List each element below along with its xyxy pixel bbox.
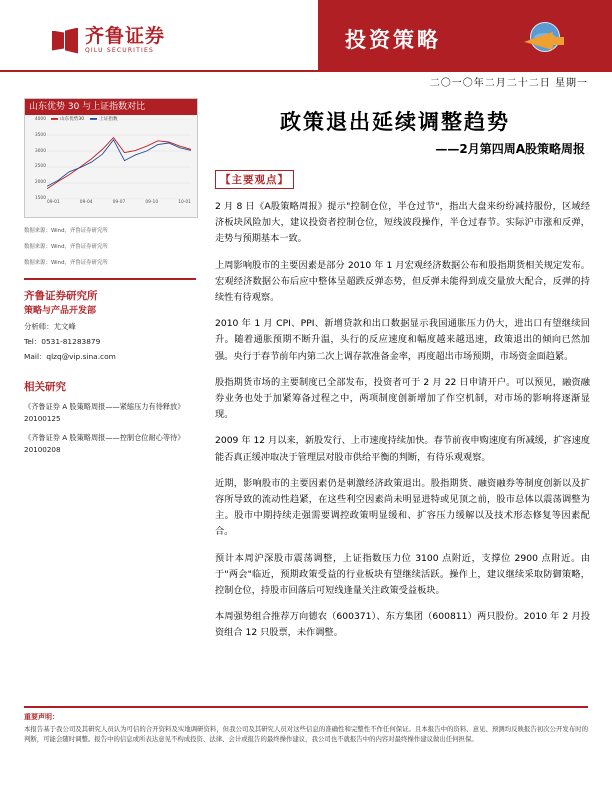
y-tick: 4000: [34, 117, 46, 122]
chart-plot: [47, 119, 191, 199]
page-title: 政策退出延续调整趋势: [280, 110, 510, 134]
page-subtitle: ——2月第四周A股策略周报: [435, 142, 585, 156]
y-tick: 3500: [34, 132, 46, 138]
y-tick: 1500: [34, 195, 46, 201]
divider: [24, 278, 196, 280]
paragraph: 本周强势组合推荐万向德农（600371）、东方集团（600811）两只股份。2010 年 2 月投资组合 12 只股票，未作调整。: [215, 611, 590, 639]
paragraph: 2 月 8 日《A股策略周报》提示"控制仓位，半仓过节"，指出大盘来纷纷减持服份，区域经济板块风险加大，建议投资者控制仓位，短线波段操作，半仓过春节。实际沪市涨和反弹，走势与预期基本一致。: [215, 201, 590, 245]
company-logo: [52, 26, 165, 55]
analyst-mail[interactable]: Mail：qlzq@vip.sina.com: [24, 352, 116, 361]
section-heading: 【主要观点】: [215, 170, 294, 189]
chart-x-axis: [47, 200, 191, 210]
paragraph: 2009 年 12 月以来，新股发行、上市速度持续加快。春节前夜申购速度有所减缓，扩容速度能否真正缓冲取决于管理层对股市供给平衡的判断，有待乐观观察。: [215, 435, 590, 463]
header-rule: [0, 70, 612, 72]
footer-rule: [24, 706, 588, 708]
comparison-chart: [24, 98, 198, 218]
analyst-tel: Tel：0531-81283879: [24, 337, 101, 346]
chart-title: 山东优势 30 与上证指数对比: [25, 99, 197, 115]
paragraph: 上周影响股市的主要因素是部分 2010 年 1 月宏观经济数据公布和股指期货相关规定发布。宏观经济数据公布后应中整体呈超跌反弹态势，但反弹未能得到成交量放大配合，反弹的持续性有待观察。: [215, 259, 590, 304]
legend-label: 山东优势30: [60, 117, 85, 122]
disclaimer-text: 本报告基于我公司及其研究人员认为可信的合开资料及实地调研资料，但我公司及其研究人员对这些信息的准确性和完整性不作任何保证。且本报告中的资料、意见、预测均反映报告初次公开发布时的判断，可能会随时调整。报告中的信息或所表达意见不构成投资、法律、会计或报告的最终操作建议，我公司也不就报告中的内容对最终操作建议做出任何担保。: [24, 724, 588, 743]
related-item[interactable]: 《齐鲁证券 A 股策略周报——紧缩压力有待释放》20100125: [24, 402, 185, 423]
main-content: [215, 168, 590, 642]
table-source: 数据来源：Wind，齐鲁证券研究所: [24, 228, 108, 234]
legend-label: 上证指数: [99, 117, 118, 122]
analyst-name: 分析师：尤文峰: [24, 322, 76, 331]
x-tick: 09-04: [79, 200, 93, 205]
disclaimer-title: 重要声明：: [24, 712, 59, 721]
x-tick: 09-01: [47, 200, 60, 205]
paragraph: 股指期货市场的主要制度已全部发布，投资者可于 2 月 22 日申请开户。可以预见，融资融券业务也处于加紧筹备过程之中，两项制度创新增加了作空机制，对市场的影响将逐渐显现。: [215, 376, 590, 421]
related-item[interactable]: 《齐鲁证券 A 股策略周报——控制仓位耐心等待》20100208: [24, 433, 185, 454]
page-footer: [24, 706, 588, 744]
banner-title: 投资策略: [345, 28, 441, 52]
paragraph: 2010 年 1 月 CPI、PPI、新增贷款和出口数据显示我国通胀压力仍大，进出口有望继续回升。随着通胀预期不断升温，头行的反应速度和幅度越来越迅速，政策退出的倾向已然加强。央行于春节前年内第二次上调存款准备金率，再度超出市场预期，市场资金面趋紧。: [215, 318, 590, 362]
table-source: 数据来源：Wind，齐鲁证券研究所: [24, 260, 108, 266]
paragraph: 近期，影响股市的主要因素仍是刺激经济政策退出。股指期货、融资融券等制度创新以及扩容所导致的流动性趋紧，在这些利空因素尚未明显进特或见顶之前，股市总体以震荡调整为主。股市中期持续走强需要调控政策明显缓和、扩容压力缓解以及技术形态修复等因素配合。: [215, 477, 590, 538]
logo-name-en: QILU SECURITIES: [85, 47, 154, 54]
report-date: 二〇一〇年二月二十二日 星期一: [429, 78, 588, 89]
research-org: [24, 278, 196, 363]
org-name: 齐鲁证券研究所: [24, 290, 98, 302]
sidebar: [24, 98, 196, 456]
page-header: [0, 0, 612, 70]
paragraph: 预计本周沪深股市震荡调整，上证指数压力位 3100 点附近，支撑位 2900 点附近。由于"两会"临近，预期政策受益的行业板块有望继续活跃。操作上，建议继续采取防御策略，控制仓位，持股市回落后可短线逢量关注政策受益板块。: [215, 552, 590, 597]
y-tick: 2500: [34, 164, 46, 170]
body-paragraphs: [215, 199, 590, 642]
logo-mark-icon: [52, 28, 78, 54]
related-title: 相关研究: [24, 381, 66, 393]
y-tick: 2000: [34, 180, 46, 186]
y-tick: 3000: [34, 148, 46, 154]
globe-arrow-icon: [524, 20, 564, 54]
market-tables: [24, 225, 196, 266]
x-tick: 09-10: [145, 200, 159, 205]
logo-name-cn: 齐鲁证券: [85, 25, 166, 47]
x-tick: 10-01: [178, 200, 191, 205]
org-dept: 策略与产品开发部: [24, 306, 97, 316]
related-research: [24, 379, 196, 456]
x-tick: 09-07: [112, 200, 126, 205]
chart-y-axis: [25, 117, 46, 201]
table-source: 数据来源：Wind，齐鲁证券研究所: [24, 244, 108, 250]
